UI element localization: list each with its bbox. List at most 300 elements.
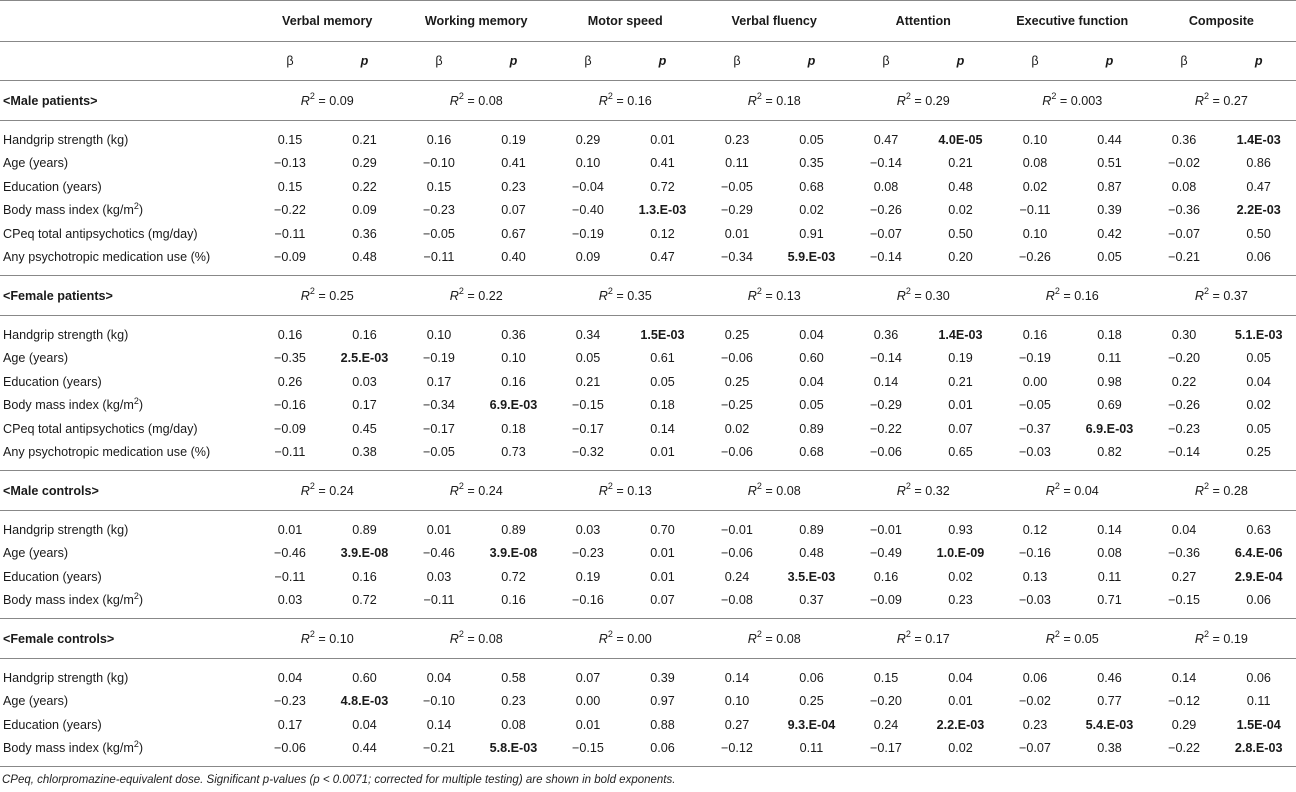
beta-cell: −0.09 (849, 589, 924, 619)
p-value-cell: 1.0.E-09 (936, 546, 985, 561)
r-squared: $R^2 = 0.00$ (551, 619, 700, 659)
r-squared: $R^2 = 0.24$ (402, 471, 551, 511)
r-squared: $R^2 = 0.28$ (1147, 471, 1296, 511)
beta-header: β (700, 42, 775, 81)
p-value-cell: 0.69 (1097, 398, 1122, 413)
group-title: <Female patients> (0, 276, 253, 316)
p-value-cell: 0.04 (1246, 374, 1271, 389)
p-value-cell: 0.50 (1246, 226, 1271, 241)
p-header: p (923, 42, 998, 81)
beta-cell: −0.25 (721, 398, 753, 413)
p-value-cell: 0.11 (1246, 694, 1271, 709)
p-value-cell: 0.16 (476, 589, 551, 619)
row-label: Any psychotropic medication use (%) (0, 441, 253, 471)
beta-cell: −0.05 (402, 441, 477, 471)
p-value-cell: 4.0E-05 (938, 132, 983, 147)
p-header: p (1221, 42, 1296, 81)
table-row (0, 713, 1296, 737)
p-value-cell: 0.19 (501, 132, 526, 147)
beta-cell: −0.19 (423, 351, 455, 366)
r-squared: $R^2 = 0.09$ (253, 81, 402, 121)
beta-cell: −0.32 (551, 441, 626, 471)
p-value-cell: 0.47 (1246, 179, 1271, 194)
p-value-cell: 0.87 (1097, 179, 1122, 194)
beta-cell: −0.15 (1147, 589, 1222, 619)
group-header-row (0, 81, 1296, 121)
p-value-cell: 0.12 (650, 226, 675, 241)
beta-cell: −0.46 (274, 546, 306, 561)
row-label: Education (years) (3, 717, 102, 732)
subheader-row (0, 42, 1296, 81)
beta-cell: 0.16 (1022, 327, 1048, 342)
p-value-cell: 0.50 (948, 226, 973, 241)
group-title: <Male controls> (0, 471, 253, 511)
beta-cell: 0.10 (426, 327, 452, 342)
row-label: Age (years) (3, 546, 69, 561)
table-row (0, 246, 1296, 276)
p-value-cell: 2.8.E-03 (1221, 737, 1296, 767)
beta-cell: −0.26 (998, 246, 1073, 276)
table-row (0, 152, 1296, 176)
group-title: <Female controls> (0, 619, 253, 659)
r-squared: $R^2 = 0.04$ (998, 471, 1147, 511)
group-header-row (0, 619, 1296, 659)
p-value-cell: 0.72 (327, 589, 402, 619)
footnote: CPeq, chlorpromazine-equivalent dose. Significant p-values (p < 0.0071; corrected for multiple testing) are shown in bold exponents. (2, 774, 676, 786)
p-header: p (774, 42, 849, 81)
beta-cell: −0.08 (700, 589, 775, 619)
beta-cell: 0.03 (253, 589, 328, 619)
p-value-cell: 0.01 (948, 398, 973, 413)
beta-header: β (1147, 42, 1222, 81)
r-squared: $R^2 = 0.27$ (1147, 81, 1296, 121)
table-row (0, 175, 1296, 199)
beta-cell: 0.10 (1022, 226, 1048, 241)
p-value-cell: 0.25 (799, 694, 824, 709)
p-value-cell: 0.06 (1246, 670, 1271, 685)
beta-cell: −0.19 (572, 226, 604, 241)
beta-cell: −0.01 (870, 522, 902, 537)
p-value-cell: 0.21 (352, 132, 377, 147)
p-value-cell: 0.36 (352, 226, 377, 241)
row-label: CPeq total antipsychotics (mg/day) (3, 421, 198, 436)
p-value-cell: 3.5.E-03 (787, 569, 836, 584)
beta-cell: 0.22 (1171, 374, 1197, 389)
beta-cell: −0.22 (870, 421, 902, 436)
beta-cell: 0.00 (575, 694, 601, 709)
p-value-cell: 0.11 (1097, 569, 1122, 584)
beta-cell: 0.24 (873, 717, 899, 732)
p-value-cell: 0.61 (650, 351, 675, 366)
p-value-cell: 0.72 (501, 569, 526, 584)
beta-header: β (551, 42, 626, 81)
beta-cell: 0.08 (873, 179, 899, 194)
table-row (0, 737, 1296, 767)
p-value-cell: 0.02 (948, 569, 973, 584)
p-value-cell: 0.60 (799, 351, 824, 366)
p-value-cell: 0.73 (476, 441, 551, 471)
p-value-cell: 0.05 (1246, 421, 1271, 436)
p-value-cell: 0.65 (923, 441, 998, 471)
p-value-cell: 2.5.E-03 (340, 351, 389, 366)
r-squared: $R^2 = 0.29$ (849, 81, 998, 121)
r-squared: $R^2 = 0.16$ (998, 276, 1147, 316)
table-body (0, 81, 1296, 767)
p-header: p (1072, 42, 1147, 81)
beta-cell: −0.20 (1168, 351, 1200, 366)
beta-cell: −0.21 (1147, 246, 1222, 276)
p-value-cell: 0.63 (1246, 522, 1271, 537)
beta-cell: 0.19 (575, 569, 601, 584)
p-value-cell: 0.21 (948, 374, 973, 389)
beta-cell: −0.11 (402, 589, 477, 619)
beta-cell: 0.06 (1022, 670, 1048, 685)
beta-cell: −0.34 (700, 246, 775, 276)
beta-cell: −0.22 (1147, 737, 1222, 767)
table-row (0, 542, 1296, 566)
p-value-cell: 0.09 (352, 203, 377, 218)
p-value-cell: 5.9.E-03 (774, 246, 849, 276)
p-value-cell: 0.68 (799, 179, 824, 194)
r-squared: $R^2 = 0.18$ (700, 81, 849, 121)
p-value-cell: 0.88 (650, 717, 675, 732)
beta-cell: 0.16 (277, 327, 303, 342)
p-value-cell: 0.06 (1221, 246, 1296, 276)
p-value-cell: 5.4.E-03 (1085, 717, 1134, 732)
p-value-cell: 0.98 (1097, 374, 1122, 389)
p-value-cell: 0.29 (352, 156, 377, 171)
p-value-cell: 0.51 (1097, 156, 1122, 171)
beta-cell: −0.36 (1168, 203, 1200, 218)
beta-cell: 0.17 (426, 374, 452, 389)
p-value-cell: 0.48 (327, 246, 402, 276)
p-value-cell: 0.01 (625, 441, 700, 471)
beta-cell: 0.08 (1171, 179, 1197, 194)
beta-cell: 0.21 (575, 374, 601, 389)
group-header-row (0, 276, 1296, 316)
column-header: Attention (849, 1, 998, 42)
beta-cell: −0.05 (423, 226, 455, 241)
beta-cell: 0.13 (1022, 569, 1048, 584)
row-label: Handgrip strength (kg) (3, 522, 129, 537)
p-value-cell: 5.1.E-03 (1234, 327, 1283, 342)
r-squared: $R^2 = 0.17$ (849, 619, 998, 659)
beta-cell: −0.06 (721, 546, 753, 561)
p-value-cell: 0.70 (650, 522, 675, 537)
p-header: p (327, 42, 402, 81)
p-value-cell: 0.42 (1097, 226, 1122, 241)
beta-cell: 0.15 (277, 132, 303, 147)
beta-cell: −0.02 (1019, 694, 1051, 709)
beta-cell: 0.01 (724, 226, 750, 241)
beta-cell: 0.27 (1171, 569, 1197, 584)
beta-cell: −0.11 (402, 246, 477, 276)
p-value-cell: 0.02 (799, 203, 824, 218)
beta-cell: 0.04 (426, 670, 452, 685)
p-value-cell: 0.05 (799, 398, 824, 413)
p-value-cell: 0.82 (1072, 441, 1147, 471)
p-value-cell: 0.46 (1097, 670, 1122, 685)
p-value-cell: 1.4E-03 (938, 327, 983, 342)
beta-cell: 0.10 (575, 156, 601, 171)
p-value-cell: 4.8.E-03 (340, 694, 389, 709)
beta-cell: −0.11 (274, 569, 306, 584)
p-value-cell: 6.9.E-03 (489, 398, 538, 413)
p-value-cell: 0.08 (501, 717, 526, 732)
beta-cell: 0.23 (1022, 717, 1048, 732)
beta-cell: 0.30 (1171, 327, 1197, 342)
row-label: Any psychotropic medication use (%) (0, 246, 253, 276)
p-value-cell: 0.11 (774, 737, 849, 767)
p-value-cell: 0.02 (923, 737, 998, 767)
row-label: Handgrip strength (kg) (3, 327, 129, 342)
p-value-cell: 0.58 (501, 670, 526, 685)
p-value-cell: 6.9.E-03 (1085, 421, 1134, 436)
p-value-cell: 0.93 (948, 522, 973, 537)
beta-cell: 0.16 (873, 569, 899, 584)
p-value-cell: 0.25 (1221, 441, 1296, 471)
beta-cell: 0.02 (724, 421, 750, 436)
beta-cell: 0.14 (1171, 670, 1197, 685)
p-value-cell: 0.86 (1246, 156, 1271, 171)
r-squared: $R^2 = 0.32$ (849, 471, 998, 511)
beta-cell: 0.14 (724, 670, 750, 685)
r-squared: $R^2 = 0.19$ (1147, 619, 1296, 659)
p-value-cell: 0.89 (501, 522, 526, 537)
table-row (0, 222, 1296, 246)
beta-cell: 0.03 (426, 569, 452, 584)
p-value-cell: 3.9.E-08 (489, 546, 538, 561)
p-value-cell: 0.44 (327, 737, 402, 767)
row-label: Handgrip strength (kg) (3, 132, 129, 147)
beta-cell: −0.49 (870, 546, 902, 561)
p-value-cell: 0.17 (352, 398, 377, 413)
row-label: Education (years) (3, 374, 102, 389)
p-value-cell: 0.18 (1097, 327, 1122, 342)
r-squared: $R^2 = 0.003$ (998, 81, 1147, 121)
p-value-cell: 2.9.E-04 (1234, 569, 1283, 584)
p-value-cell: 3.9.E-08 (340, 546, 389, 561)
p-value-cell: 0.72 (650, 179, 675, 194)
beta-cell: −0.11 (253, 441, 328, 471)
beta-cell: −0.11 (274, 226, 306, 241)
p-value-cell: 0.23 (501, 179, 526, 194)
beta-cell: −0.40 (572, 203, 604, 218)
beta-cell: 0.10 (1022, 132, 1048, 147)
r-squared: $R^2 = 0.24$ (253, 471, 402, 511)
table-row (0, 690, 1296, 714)
beta-cell: −0.23 (274, 694, 306, 709)
p-value-cell: 0.07 (625, 589, 700, 619)
beta-cell: 0.05 (575, 351, 601, 366)
p-value-cell: 0.04 (799, 374, 824, 389)
p-value-cell: 0.16 (352, 569, 377, 584)
p-value-cell: 0.44 (1097, 132, 1122, 147)
subheader-blank (0, 42, 253, 81)
p-value-cell: 1.4E-03 (1236, 132, 1281, 147)
r-squared: $R^2 = 0.05$ (998, 619, 1147, 659)
beta-cell: −0.15 (572, 398, 604, 413)
beta-cell: −0.12 (1168, 694, 1200, 709)
r-squared: $R^2 = 0.22$ (402, 276, 551, 316)
beta-cell: −0.36 (1168, 546, 1200, 561)
beta-cell: 0.25 (724, 327, 750, 342)
p-value-cell: 0.89 (799, 522, 824, 537)
beta-cell: −0.04 (572, 179, 604, 194)
beta-cell: −0.23 (1168, 421, 1200, 436)
p-value-cell: 0.67 (501, 226, 526, 241)
beta-cell: −0.17 (423, 421, 455, 436)
p-value-cell: 2.2.E-03 (936, 717, 985, 732)
p-value-cell: 0.02 (948, 203, 973, 218)
beta-cell: 0.36 (873, 327, 899, 342)
beta-cell: 0.01 (277, 522, 303, 537)
beta-cell: −0.03 (998, 441, 1073, 471)
beta-cell: 0.29 (575, 132, 601, 147)
beta-cell: 0.00 (1022, 374, 1048, 389)
row-label: Education (years) (3, 569, 102, 584)
p-value-cell: 0.08 (1097, 546, 1122, 561)
p-value-cell: 0.39 (1097, 203, 1122, 218)
table-row (0, 370, 1296, 394)
r-squared: $R^2 = 0.08$ (700, 471, 849, 511)
p-value-cell: 0.97 (650, 694, 675, 709)
p-value-cell: 0.01 (948, 694, 973, 709)
beta-cell: 0.01 (426, 522, 452, 537)
table-row (0, 565, 1296, 589)
beta-cell: −0.26 (1168, 398, 1200, 413)
beta-cell: 0.14 (426, 717, 452, 732)
beta-cell: 0.26 (277, 374, 303, 389)
table-row (0, 589, 1296, 619)
beta-cell: 0.15 (873, 670, 899, 685)
column-header: Verbal fluency (700, 1, 849, 42)
p-value-cell: 0.41 (650, 156, 675, 171)
beta-cell: −0.34 (423, 398, 455, 413)
beta-cell: 0.03 (575, 522, 601, 537)
r-squared: $R^2 = 0.16$ (551, 81, 700, 121)
r-squared: $R^2 = 0.37$ (1147, 276, 1296, 316)
beta-cell: −0.11 (1019, 203, 1051, 218)
column-header: Working memory (402, 1, 551, 42)
p-value-cell: 0.48 (948, 179, 973, 194)
beta-cell: 0.15 (277, 179, 303, 194)
beta-cell: −0.09 (274, 421, 306, 436)
p-value-cell: 0.41 (501, 156, 526, 171)
beta-cell: 0.16 (426, 132, 452, 147)
beta-cell: −0.19 (1019, 351, 1051, 366)
p-value-cell: 0.05 (1246, 351, 1271, 366)
r-squared: $R^2 = 0.08$ (402, 619, 551, 659)
p-value-cell: 0.22 (352, 179, 377, 194)
r-squared: $R^2 = 0.13$ (700, 276, 849, 316)
beta-cell: 0.07 (575, 670, 601, 685)
table-row (0, 121, 1296, 152)
p-value-cell: 0.71 (1072, 589, 1147, 619)
p-header: p (476, 42, 551, 81)
row-label: Handgrip strength (kg) (3, 670, 129, 685)
beta-cell: −0.23 (423, 203, 455, 218)
beta-cell: −0.37 (1019, 421, 1051, 436)
p-value-cell: 0.04 (352, 717, 377, 732)
beta-cell: 0.25 (724, 374, 750, 389)
beta-cell: −0.29 (721, 203, 753, 218)
beta-cell: −0.06 (700, 441, 775, 471)
p-value-cell: 0.19 (948, 351, 973, 366)
beta-cell: 0.34 (575, 327, 601, 342)
table-row (0, 417, 1296, 441)
r-squared: $R^2 = 0.08$ (700, 619, 849, 659)
p-value-cell: 0.02 (1246, 398, 1271, 413)
beta-cell: −0.13 (274, 156, 306, 171)
group-header-row (0, 471, 1296, 511)
beta-cell: 0.04 (277, 670, 303, 685)
p-value-cell: 0.21 (948, 156, 973, 171)
p-value-cell: 0.39 (650, 670, 675, 685)
beta-cell: 0.47 (873, 132, 899, 147)
p-value-cell: 0.16 (501, 374, 526, 389)
p-value-cell: 0.14 (1097, 522, 1122, 537)
p-value-cell: 0.89 (352, 522, 377, 537)
beta-header: β (402, 42, 477, 81)
p-value-cell: 0.38 (327, 441, 402, 471)
beta-cell: −0.06 (849, 441, 924, 471)
r-squared: $R^2 = 0.08$ (402, 81, 551, 121)
beta-cell: −0.26 (870, 203, 902, 218)
p-value-cell: 0.16 (352, 327, 377, 342)
beta-cell: −0.17 (572, 421, 604, 436)
r-squared: $R^2 = 0.35$ (551, 276, 700, 316)
p-value-cell: 5.8.E-03 (476, 737, 551, 767)
p-value-cell: 0.04 (799, 327, 824, 342)
p-value-cell: 0.45 (352, 421, 377, 436)
beta-cell: −0.07 (870, 226, 902, 241)
beta-cell: −0.14 (870, 351, 902, 366)
beta-cell: 0.17 (277, 717, 303, 732)
p-value-cell: 0.05 (650, 374, 675, 389)
row-label: Education (years) (3, 179, 102, 194)
row-label: Body mass index $(kg/m^2)$ (0, 737, 253, 767)
beta-header: β (998, 42, 1073, 81)
beta-cell: −0.07 (998, 737, 1073, 767)
p-value-cell: 0.18 (650, 398, 675, 413)
p-value-cell: 0.20 (923, 246, 998, 276)
beta-cell: 0.09 (551, 246, 626, 276)
row-label: Body mass index $(kg/m^2)$ (3, 396, 144, 413)
beta-cell: −0.17 (849, 737, 924, 767)
beta-cell: 0.36 (1171, 132, 1197, 147)
beta-cell: −0.15 (551, 737, 626, 767)
p-value-cell: 0.40 (476, 246, 551, 276)
p-value-cell: 0.14 (650, 421, 675, 436)
p-value-cell: 0.38 (1072, 737, 1147, 767)
column-header: Motor speed (551, 1, 700, 42)
beta-cell: −0.16 (1019, 546, 1051, 561)
beta-cell: 0.11 (725, 156, 749, 171)
p-value-cell: 0.89 (799, 421, 824, 436)
p-value-cell: 0.77 (1097, 694, 1122, 709)
p-value-cell: 0.05 (799, 132, 824, 147)
beta-cell: −0.29 (870, 398, 902, 413)
column-header: Executive function (998, 1, 1147, 42)
beta-cell: −0.06 (253, 737, 328, 767)
beta-cell: 0.24 (724, 569, 750, 584)
beta-cell: −0.23 (572, 546, 604, 561)
p-value-cell: 0.37 (774, 589, 849, 619)
p-value-cell: 0.35 (799, 156, 824, 171)
r-squared: $R^2 = 0.10$ (253, 619, 402, 659)
beta-cell: −0.03 (998, 589, 1073, 619)
